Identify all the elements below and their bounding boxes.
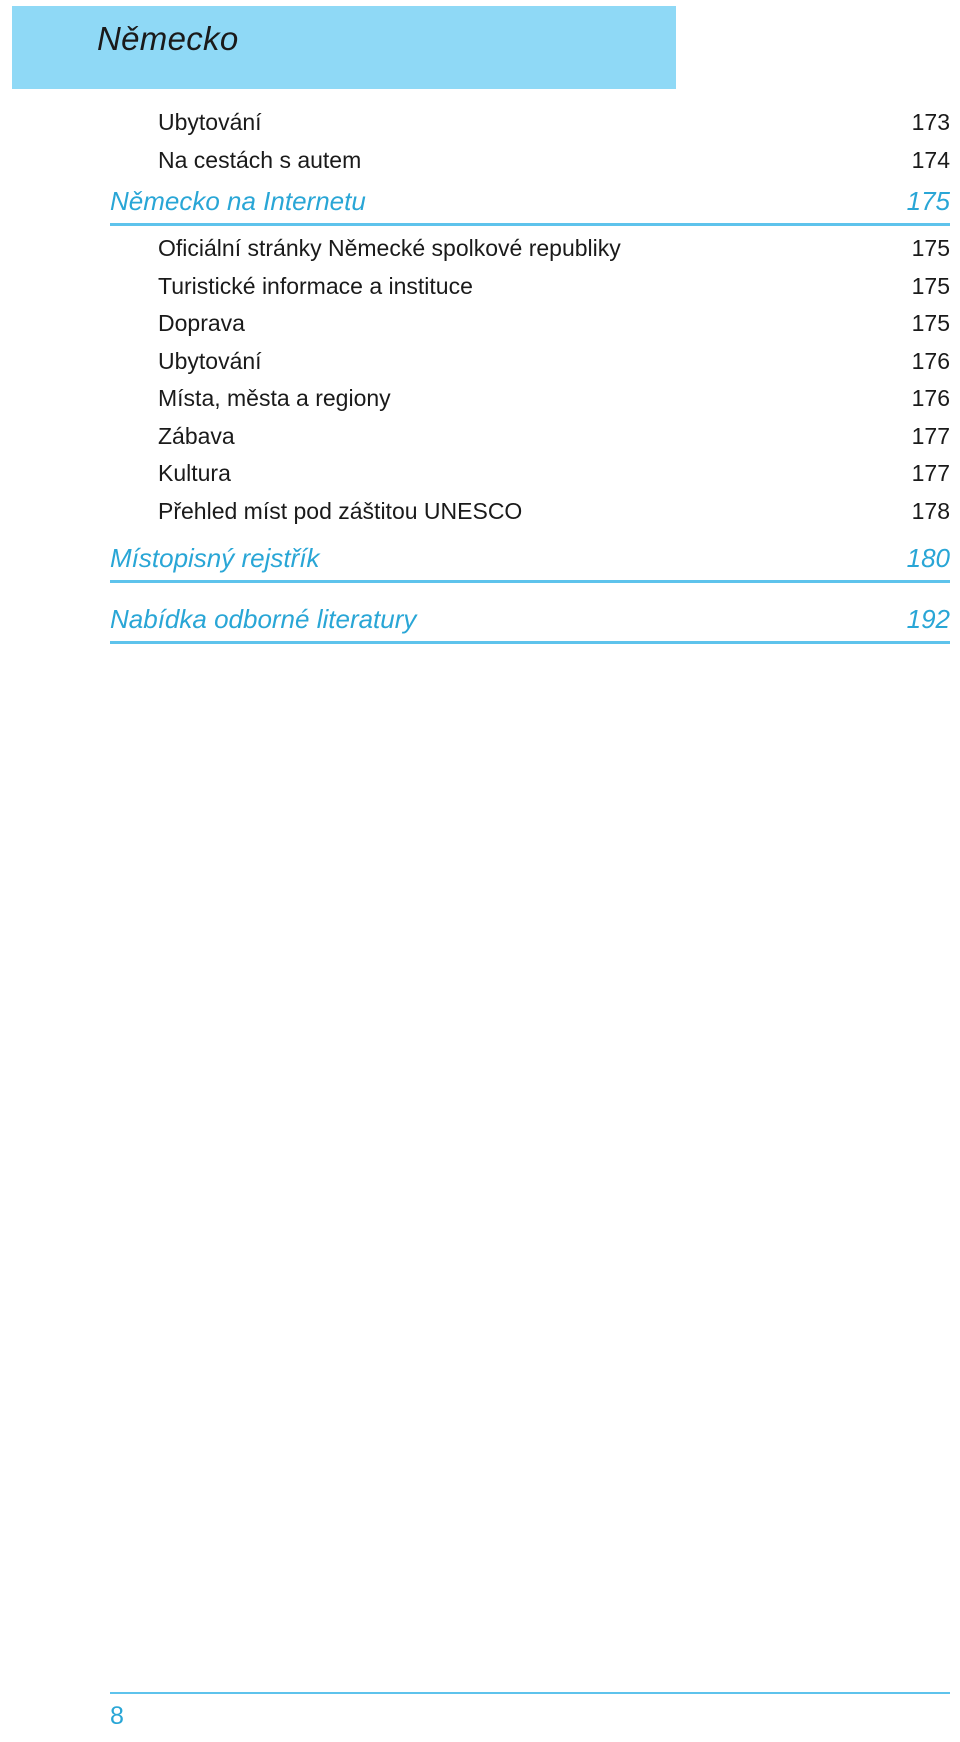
- toc-entry[interactable]: [110, 142, 950, 180]
- toc-section-page: 175: [906, 186, 950, 216]
- toc-section-label: Nabídka odborné literatury: [110, 604, 417, 634]
- page-title: Německo: [97, 20, 239, 57]
- toc-section-internet[interactable]: [110, 179, 950, 226]
- toc-entry-page: 174: [911, 146, 950, 173]
- toc-entry[interactable]: [110, 343, 950, 381]
- toc-entry[interactable]: [110, 230, 950, 268]
- toc-entry-page: 175: [911, 310, 950, 336]
- toc-section-label: Místopisný rejstřík: [110, 543, 320, 573]
- toc-entry-page: 175: [911, 272, 950, 299]
- toc-entry-label: Místa, města a regiony: [158, 385, 391, 411]
- toc-section-literature[interactable]: [110, 597, 950, 644]
- toc-entry-page: 175: [911, 235, 950, 261]
- toc-entry-page: 176: [911, 385, 950, 411]
- table-of-contents: [110, 104, 950, 648]
- toc-section-page: 180: [906, 543, 950, 573]
- toc-entry[interactable]: [110, 418, 950, 456]
- toc-entry-label: Oficiální stránky Německé spolkové republiky: [158, 235, 621, 261]
- toc-entry-label: Ubytování: [158, 109, 262, 135]
- toc-entry-page: 177: [911, 422, 950, 449]
- footer-divider: [110, 1692, 950, 1694]
- toc-entry[interactable]: [110, 305, 950, 343]
- toc-section-page: 192: [906, 604, 950, 634]
- toc-entry-page: 177: [911, 460, 950, 486]
- toc-entry-label: Na cestách s autem: [158, 146, 362, 173]
- toc-entry-page: 176: [911, 347, 950, 374]
- toc-section-index[interactable]: [110, 536, 950, 583]
- toc-section-label: Německo na Internetu: [110, 186, 366, 216]
- toc-entry-label: Zábava: [158, 422, 235, 449]
- toc-entry-label: Doprava: [158, 310, 245, 336]
- toc-entry-page: 173: [911, 109, 950, 135]
- toc-entry[interactable]: [110, 455, 950, 493]
- toc-entry-page: 178: [911, 497, 950, 524]
- toc-entry[interactable]: [110, 268, 950, 306]
- toc-entry-label: Přehled míst pod záštitou UNESCO: [158, 497, 523, 524]
- toc-entry-label: Kultura: [158, 460, 231, 486]
- page-number: 8: [110, 1702, 124, 1730]
- toc-entry[interactable]: [110, 104, 950, 142]
- toc-entry[interactable]: [110, 380, 950, 418]
- toc-entry[interactable]: [110, 493, 950, 531]
- toc-entry-label: Turistické informace a instituce: [158, 272, 473, 299]
- toc-entry-label: Ubytování: [158, 347, 262, 374]
